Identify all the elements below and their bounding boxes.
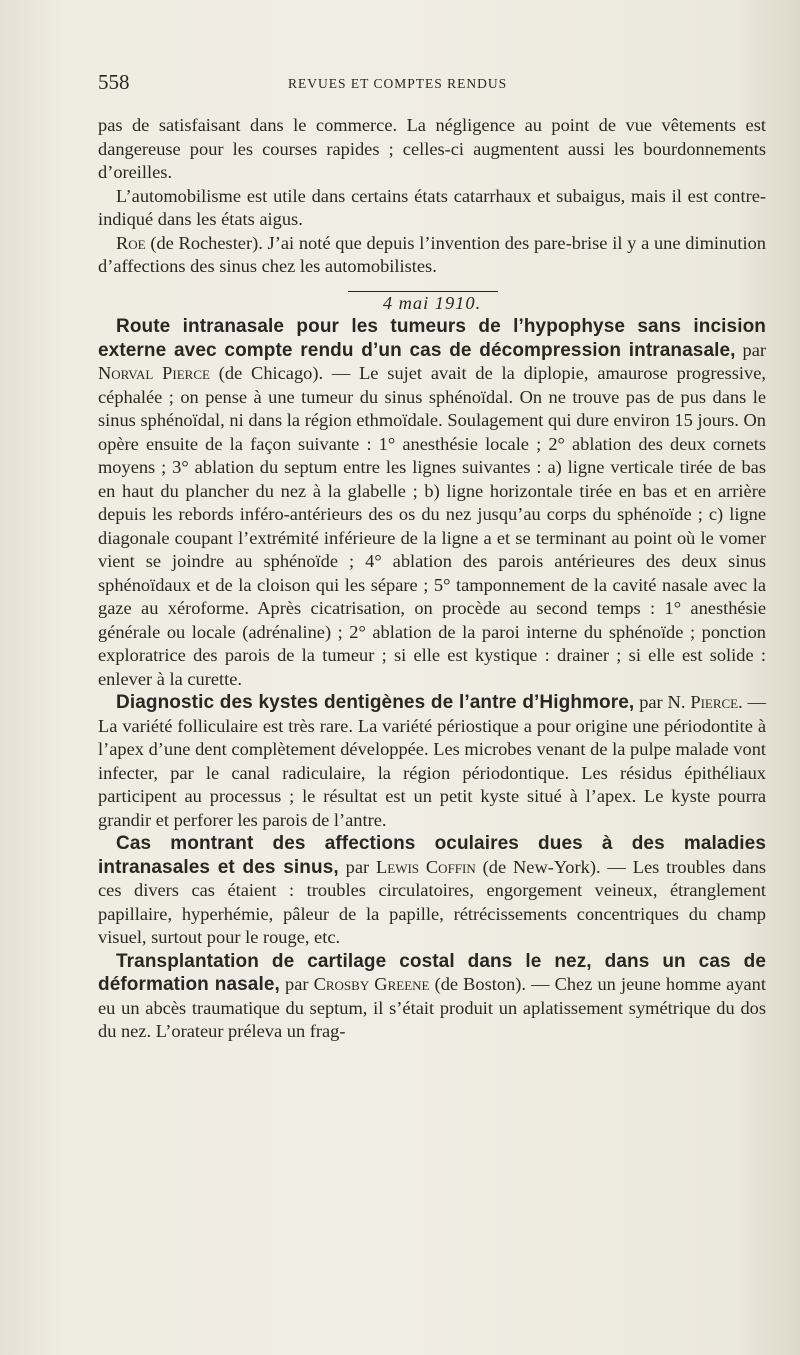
article-text: (de Boston). — Chez un jeune homme ayant eu un abcès traumatique du septum, il s’était produit un aplatissement symétrique du dos du nez. L’orateur préleva un frag-: [98, 974, 766, 1041]
article-text: . — La variété folliculaire est très rare. La variété périostique a pour origine une périodontite à l’apex d’une dent complètement développée. Les microbes venant de la pulpe malade vont infecter, par le canal radiculaire, la région périodontique. Les résidus épithéliaux participent au processus ; le résultat est un petit kyste situé à l’apex. Le kyste pourra grandir et perforer les parois de l’antre.: [98, 692, 767, 830]
paragraph: pas de satisfaisant dans le commerce. La négligence au point de vue vêtements est dangereuse pour les courses rapides ; celles-ci augmentent aussi les bourdonnements d’oreilles.: [98, 115, 766, 182]
article-abstract: [98, 950, 766, 1044]
article-abstract: [98, 832, 766, 950]
article-by: par: [735, 339, 766, 360]
author-name: Roe: [116, 232, 146, 253]
article-title: Transplantation de cartilage costal dans le nez, dans un cas de déformation nasale,: [98, 950, 766, 995]
article-by: par: [279, 974, 314, 994]
running-head: [98, 70, 730, 100]
session-date: 4 mai 1910.: [382, 292, 482, 313]
author-name: Lewis Coffin: [376, 856, 476, 877]
paragraph: L’automobilisme est utile dans certains états catarrhaux et subaigus, mais il est contre-indiqué dans les états aigus.: [98, 185, 766, 229]
article-text: (de Chicago). — Le sujet avait de la diplopie, amaurose progressive, céphalée ; on pense à une tumeur du sinus sphénoïdal. On ne trouve pas de pus dans le sinus sphénoïdal, ni dans la région ethmoïdale. Soulagement qui dure environ 15 jours. On opère ensuite de la façon suivante : 1° anesthésie locale ; 2° ablation des deux cornets moyens ; 3° ablation du septum entre les lignes suivantes : a) ligne verticale tirée de bas en haut du plancher du nez à la glabelle ; b) ligne horizontale tirée en bas et en arrière depuis les rebords inféro-antérieurs des os du nez jusqu’au corps du sphénoïde ; c) ligne diagonale coupant l’extrémité inférieure de la ligne a et se terminant au point où le vomer vient se joindre au sphénoïde ; 4° ablation des parois antérieures des deux sinus sphénoïdaux et de la cloison qui les sépare ; 5° tamponnement de la cavité nasale avec la gaze au xéroforme. Après cicatrisation, on procède au second temps : 1° anesthésie générale ou locale (adrénaline) ; 2° ablation de la paroi interne du sphénoïde ; ponction exploratrice des parois de la tumeur ; si elle est kystique : drainer ; si elle est solide : enlever à la curette.: [98, 363, 766, 689]
author-name: Crosby Greene: [313, 974, 430, 994]
page-body: [98, 114, 766, 1044]
article-title: Cas montrant des affections oculaires dues à des maladies intranasales et des sinus,: [98, 833, 766, 878]
paragraph: [98, 232, 766, 279]
article-abstract: [98, 691, 766, 832]
article-title: Route intranasale pour les tumeurs de l’hypophyse sans incision externe avec compte rendu d’un cas de décompression intranasale,: [98, 316, 766, 361]
article-text: (de New-York). — Les troubles dans ces divers cas étaient : troubles circulatoires, engorgement veineux, étranglement papillaire, hyperhémie, pâleur de la papille, rétrécissements concentriques du champ visuel, surtout pour le rouge, etc.: [98, 856, 766, 947]
article-by: par N.: [634, 692, 691, 712]
article-title: Diagnostic des kystes dentigènes de l’antre d’Highmore,: [116, 692, 635, 713]
journal-title: REVUES ET COMPTES RENDUS: [288, 76, 508, 91]
article-by: par: [338, 856, 377, 877]
article-abstract: [98, 315, 766, 691]
paragraph-text: (de Rochester). J’ai noté que depuis l’invention des pare-brise il y a une diminution d’affections des sinus chez les automobilistes.: [98, 232, 766, 276]
author-name: Norval Pierce: [98, 363, 210, 383]
page-number: 558: [98, 70, 130, 94]
author-name: Pierce: [690, 692, 739, 712]
